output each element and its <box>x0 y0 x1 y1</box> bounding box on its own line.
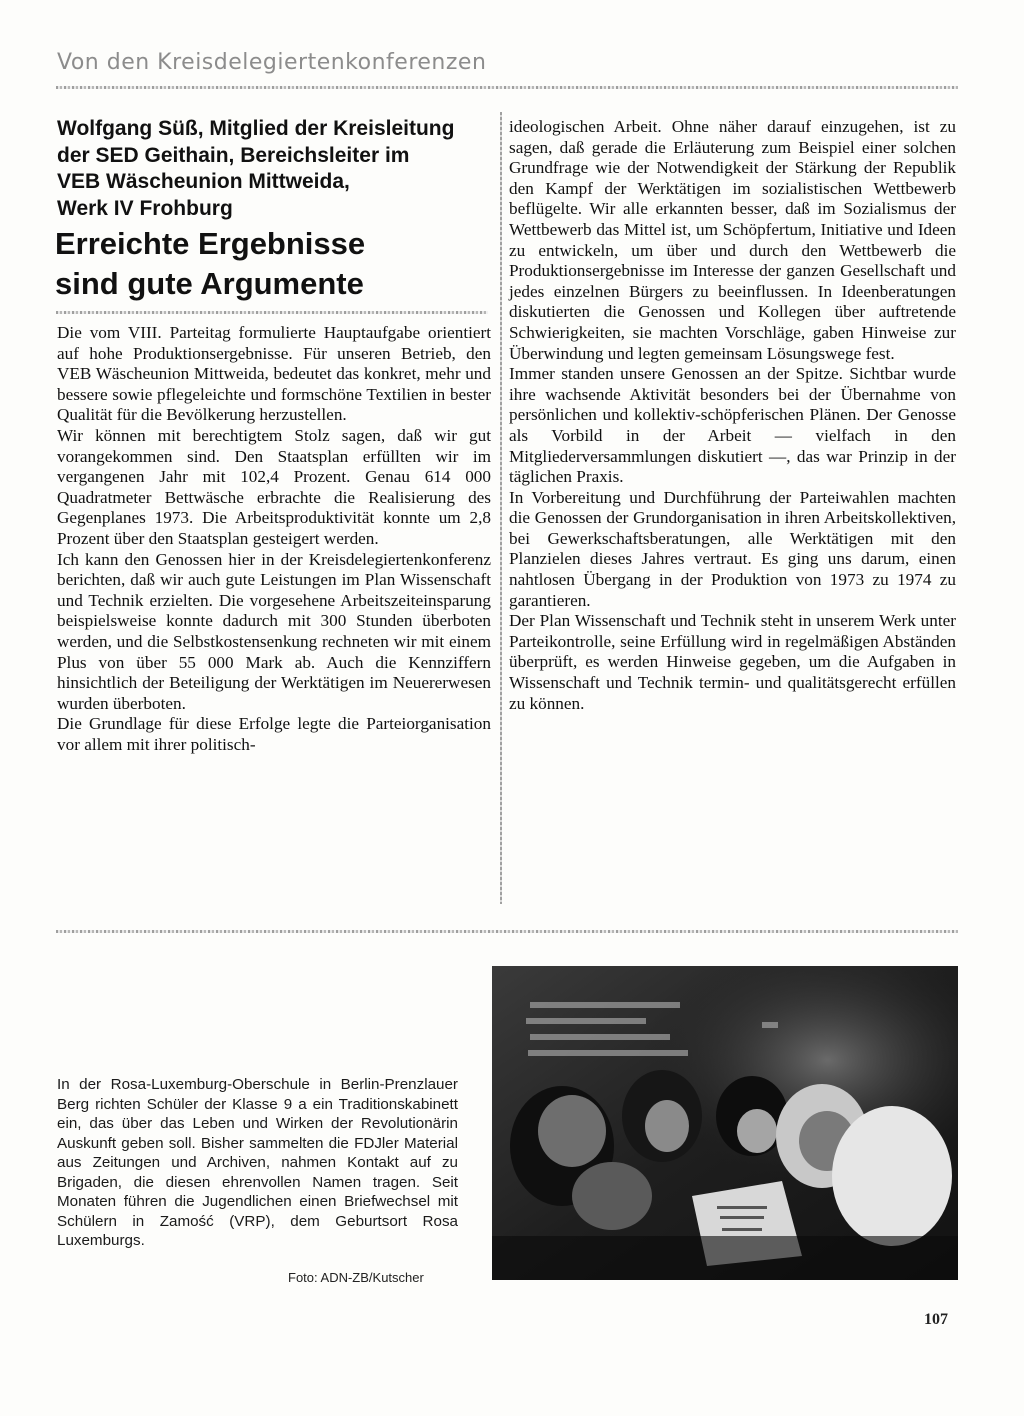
article-paragraph: Der Plan Wissenschaft und Technik steht in unserem Werk unter Parteikontrolle, seine Erfüllung wird in regelmäßigen Abständen überprüft, es werden Hinweise gegeben, um die Aufgaben in Wissenschaft und Technik termin- und qualitätsgerecht erfüllen zu können. <box>509 611 956 713</box>
author-line: Wolfgang Süß, Mitglied der Kreisleitung <box>57 117 455 140</box>
header-rule <box>56 86 958 89</box>
author-byline <box>57 116 497 222</box>
photo-credit: Foto: ADN-ZB/Kutscher <box>288 1270 424 1285</box>
article-paragraph: Ich kann den Genossen hier in der Kreisdelegiertenkonferenz berichten, daß wir auch gute Leistungen im Plan Wissenschaft und Technik erzielten. Die vorgesehene Arbeitszeiteinsparung beispielsweise konnte dadurch mit 300 Stunden überboten werden, und die Selbstkostensenkung rechneten wir mit einem Plus von über 55 000 Mark ab. Auch die Kennziffern hinsichtlich der Beteiligung der Werktätigen im Neuererwesen wurden überboten. <box>57 549 491 713</box>
news-photo <box>492 966 958 1280</box>
article-paragraph: Die vom VIII. Parteitag formulierte Hauptaufgabe orientiert auf hohe Produktionsergebnisse. Für unseren Betrieb, den VEB Wäscheunion Mittweida, bedeutet das konkret, mehr und bessere sowie pflegeleichte und formschöne Textilien in bester Qualität für die Bevölkerung herzustellen. <box>57 323 491 425</box>
headline-line: Erreichte Ergebnisse <box>55 226 366 261</box>
headline-rule <box>56 311 488 314</box>
headline-line: sind gute Argumente <box>55 266 364 301</box>
author-line: VEB Wäscheunion Mittweida, <box>57 170 350 193</box>
column-divider <box>500 112 502 904</box>
article-paragraph: Die Grundlage für diese Erfolge legte die Parteiorganisation vor allem mit ihrer politisch- <box>57 714 491 754</box>
author-line: der SED Geithain, Bereichsleiter im <box>57 143 410 167</box>
section-rule <box>56 930 958 933</box>
article-paragraph: ideologischen Arbeit. Ohne näher darauf einzugehen, ist zu sagen, daß gerade die Erläuterung zum Beispiel einer solchen Grundfrage wie der Notwendigkeit der Stärkung der Republik den Kampf der Werktätigen im sozialistischen Wettbewerb beflügelte. Wir alle erkannten besser, daß im Sozialismus der Wettbewerb das Mittel ist, um Schöpfertum, Initiative und Ideen zu entwickeln, um über und durch den Wettbewerb die Produktionsergebnisse im Interesse der ganzen Gesellschaft und jedes einzelnen Bürgers zu beeinflussen. In Ideenberatungen diskutierten die Genossen und Kollegen über auftretende Schwierigkeiten, sie machten Vorschläge, gaben Hinweise zur Überwindung und legten gemeinsam Lösungswege fest. <box>509 117 956 363</box>
photo-caption: In der Rosa-Luxemburg-Oberschule in Berlin-Prenzlauer Berg richten Schüler der Klasse 9 a ein Traditionskabinett ein, das über das Leben und Wirken der Revolutionärin Auskunft geben soll. Bisher sammelten die FDJler Material aus Zeitungen und Archiven, nahmen Kontakt auf zu Brigaden, die diesen ehrenvollen Namen tragen. Seit Monaten führen die Jugendlichen einen Briefwechsel mit Schülern in Zamość (VRP), dem Geburtsort Rosa Luxemburgs. <box>57 1076 458 1249</box>
article-paragraph: Immer standen unsere Genossen an der Spitze. Sichtbar wurde ihre wachsende Aktivität besonders bei der Übernahme von persönlichen und kollektiv-schöpferischen Plänen. Der Genosse als Vorbild in der Arbeit — vielfach in den Mitgliederversammlungen diskutiert —, das war Prinzip in der täglichen Praxis. <box>509 364 956 487</box>
photo-illustration <box>492 966 958 1280</box>
author-line: Werk IV Frohburg <box>57 196 233 220</box>
section-label: Von den Kreisdelegiertenkonferenzen <box>57 50 487 75</box>
page-number: 107 <box>924 1311 948 1328</box>
article-paragraph: Wir können mit berechtigtem Stolz sagen, daß wir gut vorangekommen sind. Den Staatsplan erfüllten wir im vergangenen Jahr mit 102,4 Prozent. Genau 614 000 Quadratmeter Bettwäsche erbrachte die Realisierung des Gegenplanes 1973. Die Arbeitsproduktivität konnte um 2,8 Prozent über den Staatsplan gesteigert werden. <box>57 425 491 548</box>
article-column-right <box>509 117 956 714</box>
article-paragraph: In Vorbereitung und Durchführung der Parteiwahlen machten die Genossen der Grundorganisation in ihren Arbeitskollektiven, bei Gewerkschaftsberatungen, alle Werktätigen mit den Planzielen dieses Jahres vertraut. Es ging uns darum, einen nahtlosen Übergang in der Produktion von 1973 zu 1974 zu garantieren. <box>509 487 956 610</box>
article-column-left <box>57 323 491 755</box>
article-headline <box>55 224 495 304</box>
